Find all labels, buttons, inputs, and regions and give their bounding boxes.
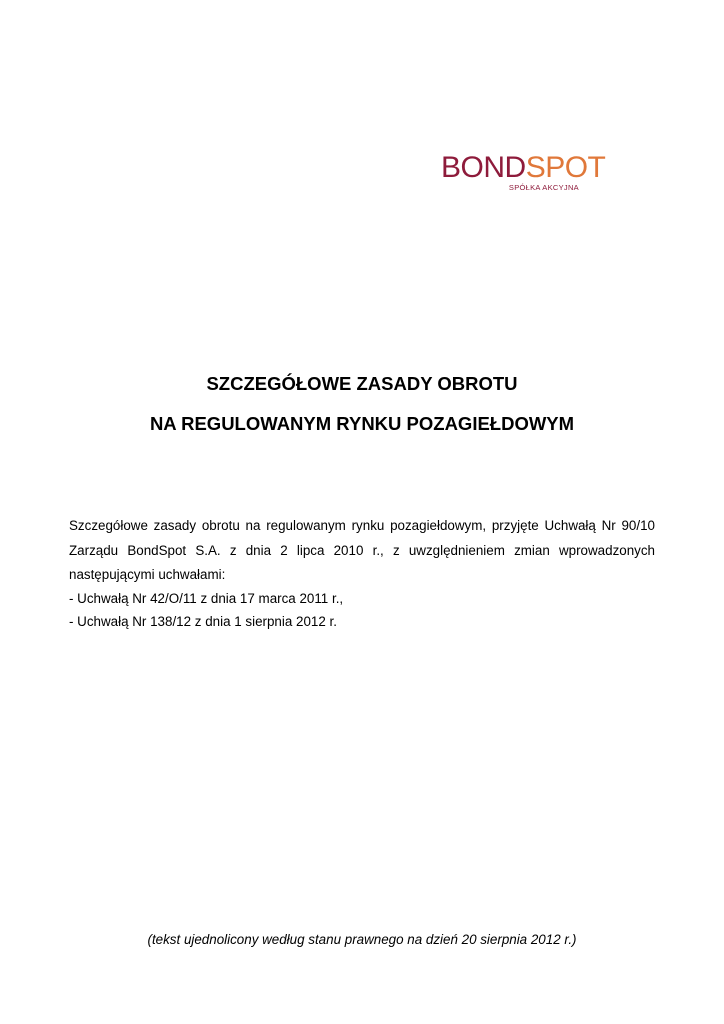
intro-line: następującymi uchwałami: — [69, 567, 226, 582]
logo-word-bond: BOND — [441, 151, 526, 184]
logo-wordmark — [441, 151, 606, 184]
bondspot-logo — [441, 151, 606, 192]
intro-line: Zarządu BondSpot S.A. z dnia 2 lipca 2010 r., z uwzględnieniem zmian wprowadzonych — [69, 542, 655, 558]
document-title-line-2: NA REGULOWANYM RYNKU POZAGIEŁDOWYM — [149, 413, 575, 434]
logo-word-spot: SPOT — [525, 151, 606, 184]
consolidated-text-note: (tekst ujednolicony według stanu prawnego na dzień 20 sierpnia 2012 r.) — [147, 932, 577, 947]
amendment-item: - Uchwałą Nr 138/12 z dnia 1 sierpnia 2012 r. — [69, 614, 337, 629]
amendments-list — [69, 587, 343, 633]
logo-subtitle: SPÓŁKA AKCYJNA — [508, 183, 579, 192]
document-title-line-1: SZCZEGÓŁOWE ZASADY OBROTU — [206, 373, 518, 394]
intro-line: Szczegółowe zasady obrotu na regulowanym rynku pozagiełdowym, przyjęte Uchwałą Nr 90/10 — [69, 518, 655, 533]
intro-paragraph — [69, 514, 655, 588]
amendment-item: - Uchwałą Nr 42/O/11 z dnia 17 marca 2011 r., — [69, 591, 344, 606]
